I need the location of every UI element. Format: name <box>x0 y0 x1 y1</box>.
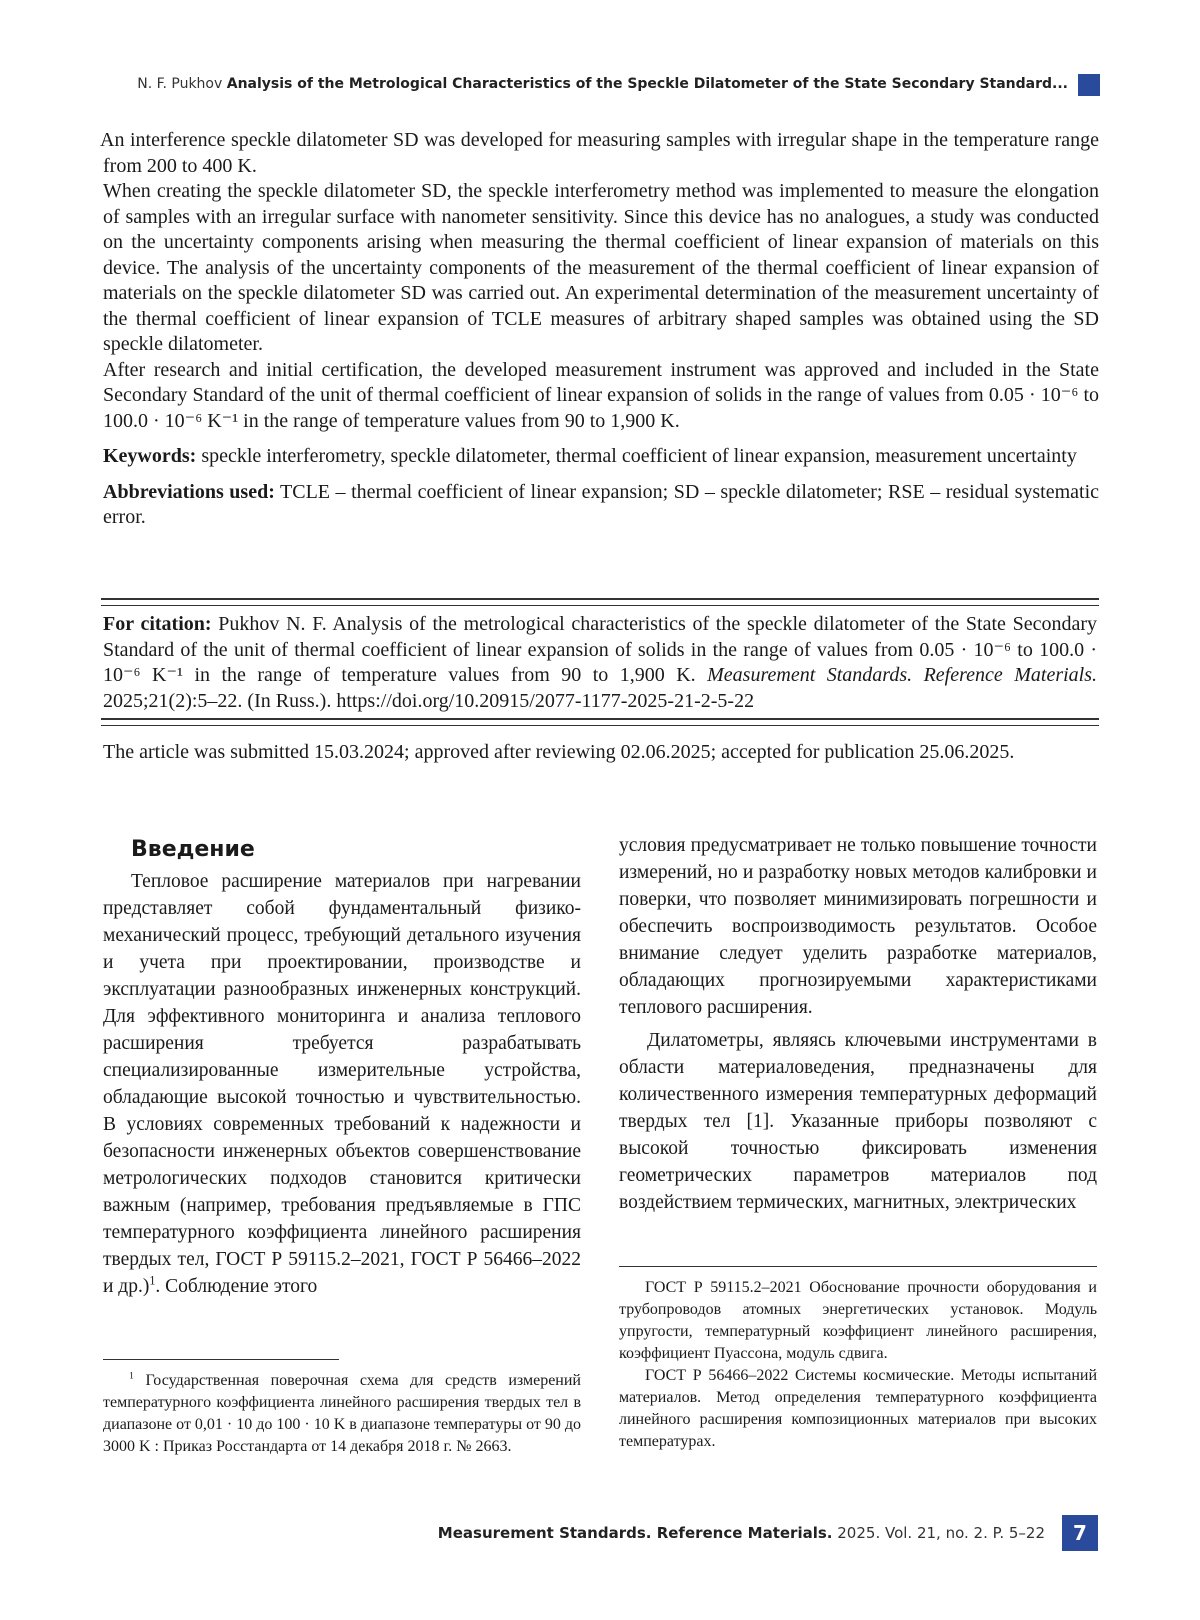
page-number: 7 <box>1062 1515 1098 1551</box>
abstract-paragraph-1: An interference speckle dilatometer SD was developed for measuring samples with irregular shape in the temperature range from 200 to 400 K. <box>100 129 1099 177</box>
footnote-gost-56466: ГОСТ Р 56466–2022 Системы космические. Методы испытаний материалов. Метод определения температурного коэффициента линейного расширения композиционных материалов при высоких температурах. <box>619 1367 1097 1450</box>
footnote-1-text: Государственная поверочная схема для средств измерений температурного коэффициента линейного расширения твердых тел в диапазоне от 0,01 · 10 до 100 · 10 K в диапазоне температуры от 90 до 3000 K : Приказ Росстандарта от 14 декабря 2018 г. № 2663. <box>103 1372 582 1455</box>
abstract <box>101 128 1099 531</box>
running-head-title: Analysis of the Metrological Characteristics of the Speckle Dilatometer of the State Secondary Standard... <box>226 76 1068 92</box>
header-accent-square <box>1078 74 1100 96</box>
citation-text: Pukhov N. F. Analysis of the metrological characteristics of the speckle dilatometer of the State Secondary Standard of the unit of thermal coefficient of linear expansion of solids in the range of values from 0.05 · 10⁻⁶ to 100.0 · 10⁻⁶ K⁻¹ in the range of temperature values from 90 to 1,900 K. <box>103 613 1098 686</box>
intro-paragraph-1 <box>103 868 581 1300</box>
footnote-gost-59115: ГОСТ Р 59115.2–2021 Обоснование прочности оборудования и трубопроводов атомных энергетических установок. Модуль упругости, температурный коэффициент линейного расширения, коэффициент Пуассона, модуль сдвига. <box>619 1279 1097 1362</box>
citation-journal: Measurement Standards. Reference Materials. <box>707 664 1098 686</box>
page-footer <box>400 1524 1045 1542</box>
abstract-paragraph-3: After research and initial certification, the developed measurement instrument was approved and included in the State Secondary Standard of the unit of thermal coefficient of linear expansion of solids in the range of values from 0.05 · 10⁻⁶ to 100.0 · 10⁻⁶ K⁻¹ in the range of temperature values from 90 to 1,900 K. <box>103 358 1099 432</box>
intro-paragraph-1-end: . Соблюдение этого <box>155 1276 318 1297</box>
intro-left-column <box>103 836 581 1300</box>
footnote-rule-left <box>103 1359 339 1360</box>
running-head <box>120 76 1068 92</box>
abbreviations-label: Abbreviations used: <box>103 480 275 503</box>
abbreviations <box>101 480 1099 531</box>
intro-right-column <box>619 832 1097 1216</box>
citation-doi: 2025;21(2):5–22. (In Russ.). https://doi.org/10.20915/2077-1177-2025-21-2-5-22 <box>103 689 755 712</box>
citation-block <box>103 612 1097 714</box>
citation-bottom-rule <box>101 718 1099 726</box>
footnote-left <box>103 1370 581 1458</box>
footnote-right <box>619 1277 1097 1453</box>
keywords-text: speckle interferometry, speckle dilatometer, thermal coefficient of linear expansion, measurement uncertainty <box>201 445 1077 467</box>
submission-dates: The article was submitted 15.03.2024; approved after reviewing 02.06.2025; accepted for publication 25.06.2025. <box>103 741 1015 763</box>
keywords <box>101 444 1099 470</box>
footnote-1 <box>103 1370 581 1458</box>
citation-top-rule <box>101 598 1099 606</box>
intro-paragraph-2: Дилатометры, являясь ключевыми инструментами в области материаловедения, предназначены для количественного измерения температурных деформаций твердых тел [1]. Указанные приборы позволяют с высокой точностью фиксировать изменения геометрических параметров материалов под воздействием термических, магнитных, электрических <box>619 1030 1097 1213</box>
intro-paragraph-continued: условия предусматривает не только повышение точности измерений, но и разработку новых методов калибровки и поверки, что позволяет минимизировать погрешности и обеспечить воспроизводимость результатов. Особое внимание следует уделить разработке материалов, обладающих прогнозируемыми характеристиками теплового расширения. <box>619 835 1097 1018</box>
citation-label: For citation: <box>103 613 212 635</box>
running-head-author: N. F. Pukhov <box>137 76 223 92</box>
footnote-rule-right <box>619 1266 1097 1267</box>
abbreviations-text: TCLE – thermal coefficient of linear expansion; SD – speckle dilatometer; RSE – residual systematic error. <box>103 480 1100 528</box>
footer-issue: 2025. Vol. 21, no. 2. P. 5–22 <box>837 1524 1045 1542</box>
intro-paragraph-1-text: Тепловое расширение материалов при нагревании представляет собой фундаментальный физико-механический процесс, требующий детального изучения и учета при проектировании, производстве и эксплуатации разнообразных инженерных конструкций. Для эффективного мониторинга и анализа теплового расширения требуется разрабатывать специализированные измерительные устройства, обладающие высокой точностью и чувствительностью. В условиях современных требований к надежности и безопасности инженерных объектов совершенствование метрологических подходов становится критически важным (например, требования предъявляемые в ГПС температурного коэффициента линейного расширения твердых тел, ГОСТ Р 59115.2–2021, ГОСТ Р 56466–2022 и др.) <box>103 871 581 1297</box>
footnote-1-marker: 1 <box>129 1370 134 1382</box>
footnote-ref-1[interactable]: 1 <box>149 1273 156 1288</box>
section-heading-introduction: Введение <box>131 837 255 862</box>
abstract-paragraph-2: When creating the speckle dilatometer SD, the speckle interferometry method was implemented to measure the elongation of samples with an irregular surface with nanometer sensitivity. Since this device has no analogues, a study was conducted on the uncertainty components arising when measuring the thermal coefficient of linear expansion of materials on this device. The analysis of the uncertainty components of the measurement of the thermal coefficient of linear expansion of materials on the speckle dilatometer SD was carried out. An experimental determination of the measurement uncertainty of the thermal coefficient of linear expansion of TCLE measures of arbitrary shaped samples was obtained using the SD speckle dilatometer. <box>103 180 1099 355</box>
keywords-label: Keywords: <box>103 445 197 467</box>
footer-journal: Measurement Standards. Reference Materials. <box>437 1524 833 1542</box>
